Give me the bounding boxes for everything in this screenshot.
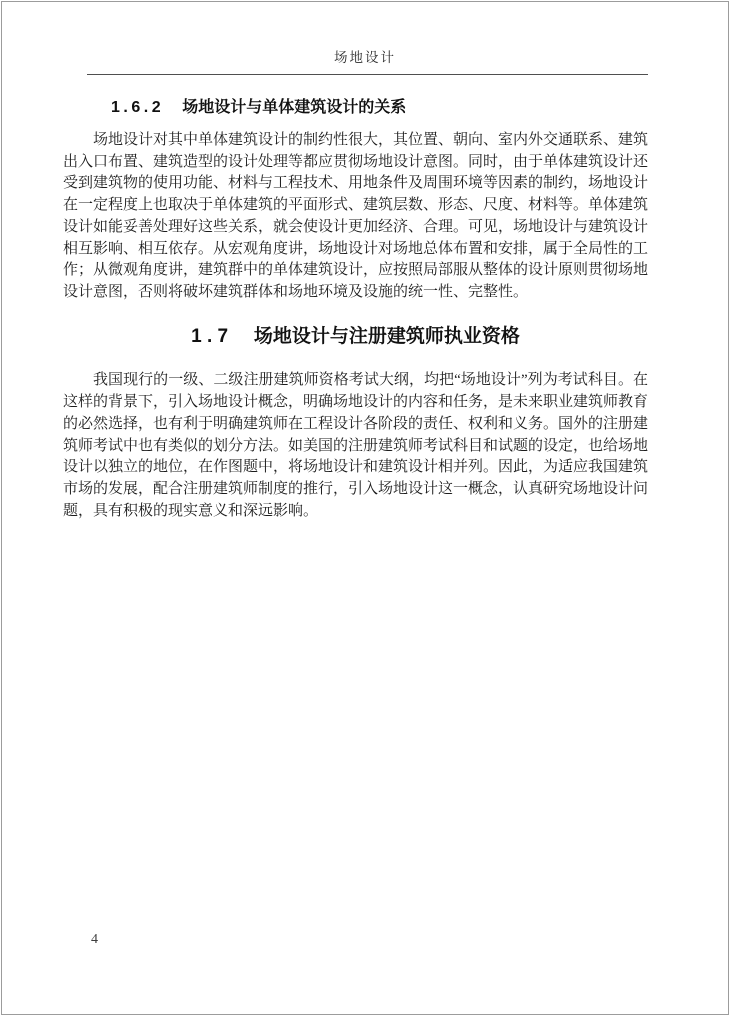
section-number: 1.6.2	[111, 99, 165, 116]
section-title: 场地设计与单体建筑设计的关系	[182, 99, 407, 116]
page-header	[0, 0, 730, 75]
body-paragraph: 场地设计对其中单体建筑设计的制约性很大，其位置、朝向、室内外交通联系、建筑出入口布置、建筑造型的设计处理等都应贯彻场地设计意图。同时，由于单体建筑设计还受到建筑物的使用功能、材料与工程技术、用地条件及周围环境等因素的制约，场地设计在一定程度上也取决于单体建筑的平面形式、建筑层数、形态、尺度、材料等。单体建筑设计如能妥善处理好这些关系，就会使设计更加经济、合理。可见，场地设计与建筑设计相互影响、相互依存。从宏观角度讲，场地设计对场地总体布置和安排，属于全局性的工作；从微观角度讲，建筑群中的单体建筑设计，应按照局部服从整体的设计原则贯彻场地设计意图，否则将破坏建筑群体和场地环境及设施的统一性、完整性。	[63, 132, 649, 300]
running-header-title: 场地设计	[334, 50, 396, 65]
header-rule	[87, 74, 648, 75]
page-body	[63, 98, 648, 522]
page-number: 4	[91, 932, 98, 947]
section-heading-1-7	[63, 326, 648, 349]
section-number: 1.7	[191, 325, 234, 347]
section-heading-1-6-2	[111, 98, 648, 118]
section-title: 场地设计与注册建筑师执业资格	[253, 325, 520, 347]
body-paragraph: 我国现行的一级、二级注册建筑师资格考试大纲，均把“场地设计”列为考试科目。在这样的背景下，引入场地设计概念，明确场地设计的内容和任务，是未来职业建筑师教育的必然选择，也有利于明确建筑师在工程设计各阶段的责任、权利和义务。国外的注册建筑师考试中也有类似的划分方法。如美国的注册建筑师考试科目和试题的设定，也给场地设计以独立的地位，在作图题中，将场地设计和建筑设计相并列。因此，为适应我国建筑市场的发展，配合注册建筑师制度的推行，引入场地设计这一概念，认真研究场地设计问题，具有积极的现实意义和深远影响。	[63, 372, 649, 519]
